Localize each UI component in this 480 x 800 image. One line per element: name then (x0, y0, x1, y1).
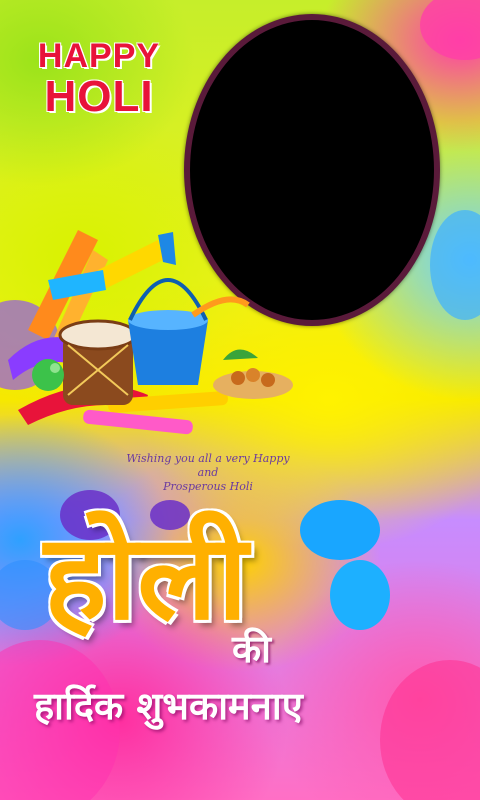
ki-hindi-text: की (232, 627, 272, 671)
happy-holi-badge (24, 38, 174, 120)
splash-blue-mid2 (330, 560, 390, 630)
splash-pink-top (420, 0, 480, 60)
holi-items-illustration (8, 220, 298, 450)
dholak-icon (60, 321, 136, 405)
bucket-icon (128, 280, 248, 385)
greeting-hindi-text: हार्दिक शुभकामनाए (34, 684, 303, 728)
balloon-icon (32, 359, 64, 391)
splash-blue-right (430, 210, 480, 320)
wish-line-2: Prosperous Holi (163, 480, 253, 493)
splash-blue-mid (300, 500, 380, 560)
splash-magenta-bottom (380, 660, 480, 800)
holi-hindi-title: होली (44, 508, 248, 646)
wish-text (118, 452, 298, 494)
badge-line-holi: HOLI (44, 72, 154, 121)
wish-line-1: Wishing you all a very Happy and (126, 452, 290, 479)
sweets-plate-icon (213, 349, 293, 399)
badge-line-happy: HAPPY (37, 37, 161, 75)
